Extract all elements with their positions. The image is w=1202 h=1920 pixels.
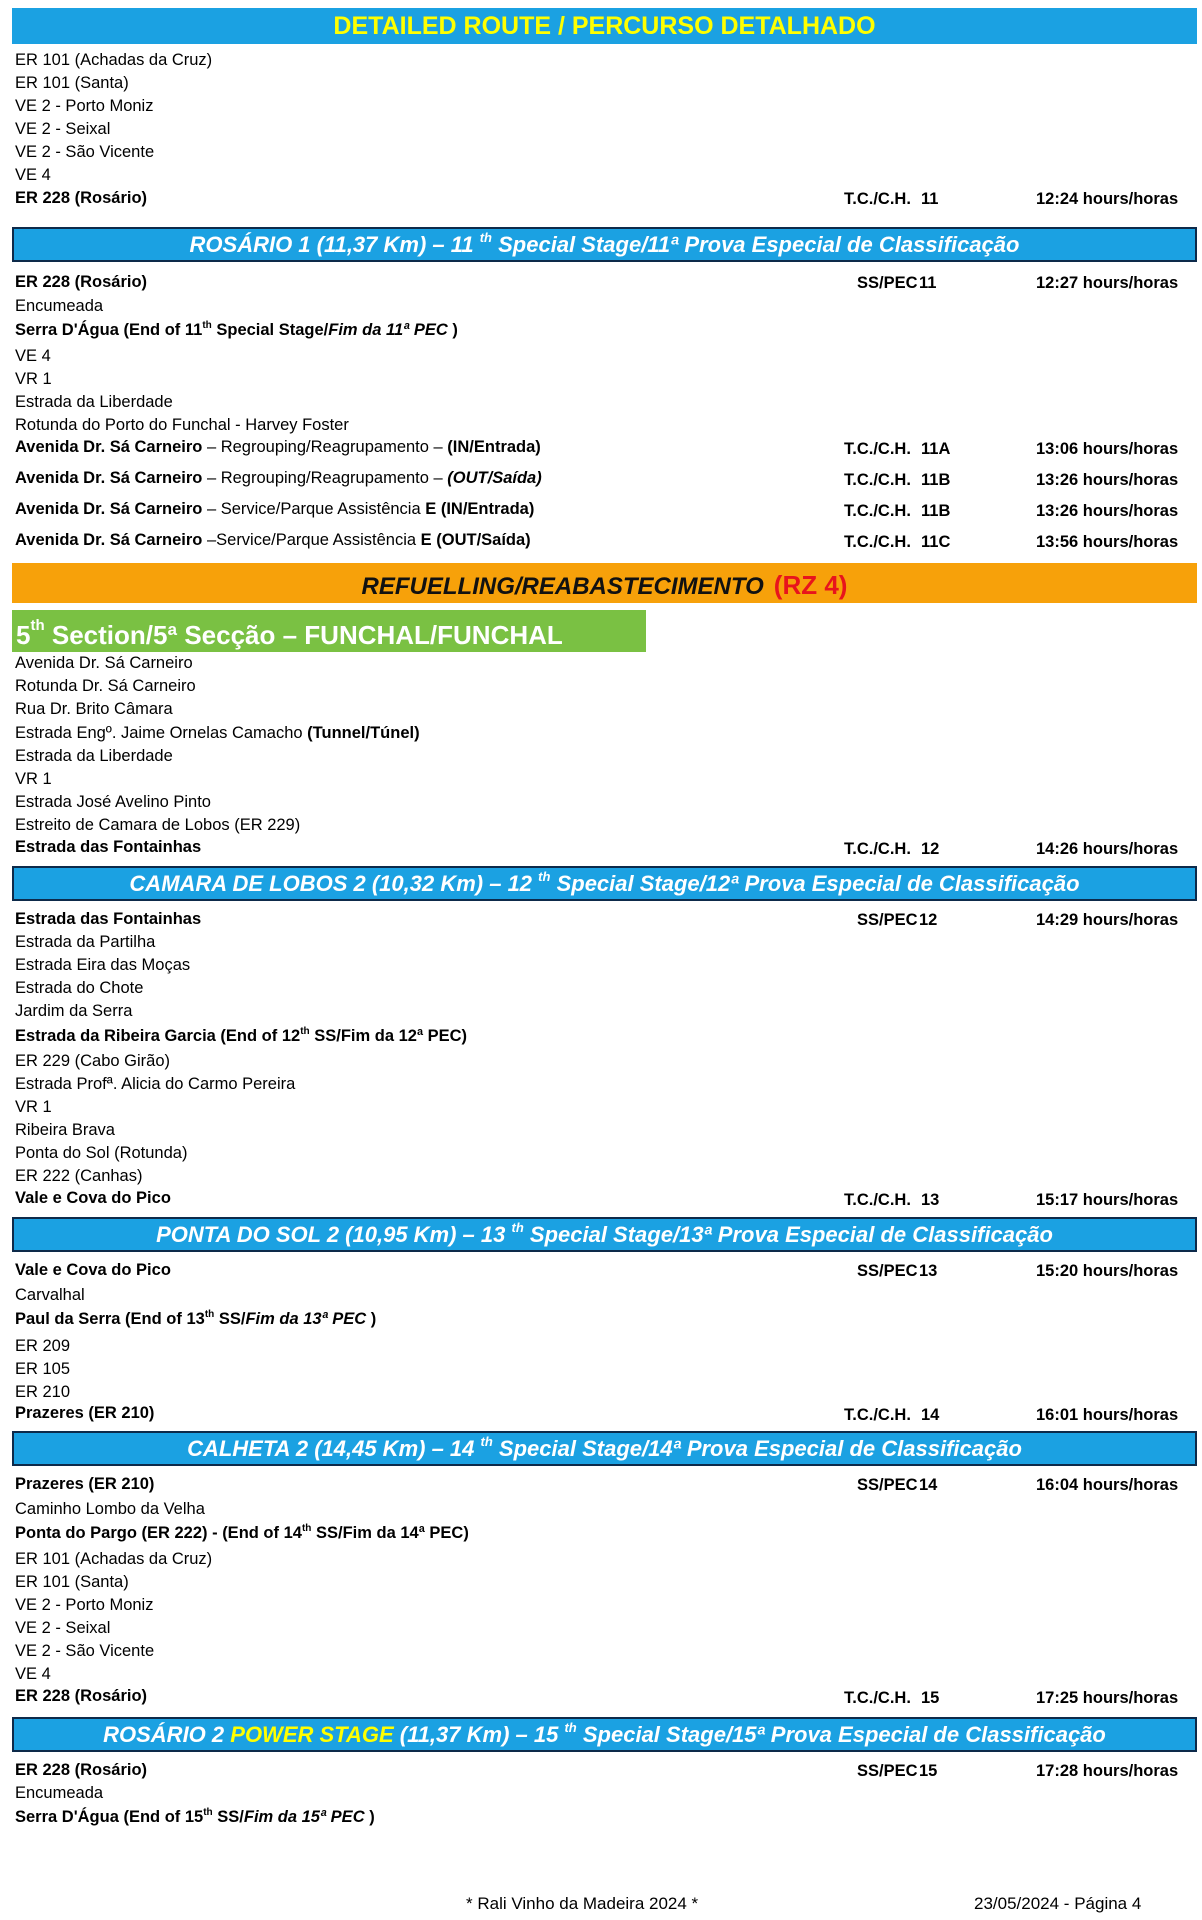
route-line: VE 2 - Seixal xyxy=(15,1619,111,1637)
route-line: Prazeres (ER 210) xyxy=(15,1475,155,1493)
stage-banner xyxy=(12,1431,1197,1466)
stage-end-ordinal: th xyxy=(300,1026,310,1037)
footer-page: 23/05/2024 - Página 4 xyxy=(974,1894,1142,1913)
stage-title: CAMARA DE LOBOS 2 (10,32 Km) – 12 xyxy=(129,871,533,896)
control-code: 14 xyxy=(919,1476,938,1494)
regroup-desc: – Regrouping/Reagrupamento – xyxy=(202,469,448,487)
section-title: Section/5ª Secção – FUNCHAL/FUNCHAL xyxy=(51,620,563,650)
page-title: DETAILED ROUTE / PERCURSO DETALHADO xyxy=(12,8,1197,44)
route-line: Rotunda Dr. Sá Carneiro xyxy=(15,677,196,695)
route-line: Encumeada xyxy=(15,297,104,315)
route-line: VR 1 xyxy=(15,770,52,788)
section-number: 5 xyxy=(16,620,31,650)
control-code: 12 xyxy=(921,840,940,858)
control-label: T.C./C.H. xyxy=(844,1689,911,1707)
route-line: Estrada da Partilha xyxy=(15,933,156,951)
route-line: Vale e Cova do Pico xyxy=(15,1261,171,1279)
stage-title: ROSÁRIO 1 (11,37 Km) – 11 xyxy=(189,232,474,257)
route-line: Estreito de Camara de Lobos (ER 229) xyxy=(15,816,301,834)
regroup-direction: (IN/Entrada) xyxy=(447,438,541,456)
route-line: ER 101 (Achadas da Cruz) xyxy=(15,51,213,69)
route-line: ER 101 (Santa) xyxy=(15,74,129,92)
power-stage-label: POWER STAGE xyxy=(230,1722,394,1747)
stage-end-text: Fim da 15ª PEC xyxy=(243,1808,365,1826)
stage-title: PONTA DO SOL 2 (10,95 Km) – 13 xyxy=(156,1222,506,1247)
control-label: T.C./C.H. xyxy=(844,1191,911,1209)
regroup-direction: (OUT/Saída) xyxy=(447,469,542,487)
route-line: VE 2 - Porto Moniz xyxy=(15,97,154,115)
stage-subtitle: Special Stage/13ª Prova Especial de Classificação xyxy=(529,1222,1053,1247)
route-line: VR 1 xyxy=(15,370,52,388)
stage-subtitle: Special Stage/15ª Prova Especial de Classificação xyxy=(582,1722,1106,1747)
stage-banner xyxy=(12,1217,1197,1252)
route-line: Estrada José Avelino Pinto xyxy=(15,793,211,811)
stage-end-text: ) xyxy=(452,321,458,339)
control-label: T.C./C.H. xyxy=(844,502,911,520)
control-time: 12:27 hours/horas xyxy=(1036,274,1179,292)
control-time: 17:28 hours/horas xyxy=(1036,1762,1179,1780)
control-time: 13:26 hours/horas xyxy=(1036,502,1179,520)
control-time: 15:20 hours/horas xyxy=(1036,1262,1179,1280)
stage-end-text: Special Stage/ xyxy=(216,321,329,339)
control-time: 17:25 hours/horas xyxy=(1036,1689,1179,1707)
route-line: Estrada do Chote xyxy=(15,979,144,997)
route-line: Estrada das Fontainhas xyxy=(15,910,202,928)
regroup-line xyxy=(15,469,542,488)
stage-end-text: Estrada da Ribeira Garcia (End of 12 xyxy=(15,1027,301,1045)
route-line: Rua Dr. Brito Câmara xyxy=(15,700,173,718)
control-code: 11 xyxy=(921,190,939,208)
route-line: VE 2 - São Vicente xyxy=(15,143,155,161)
control-time: 13:26 hours/horas xyxy=(1036,471,1179,489)
route-line: Avenida Dr. Sá Carneiro xyxy=(15,654,193,672)
service-place: Avenida Dr. Sá Carneiro xyxy=(15,531,203,549)
stage-end-line xyxy=(15,1310,376,1329)
route-line: ER 101 (Santa) xyxy=(15,1573,129,1591)
control-label: SS/PEC xyxy=(857,274,918,292)
route-line: Ribeira Brava xyxy=(15,1121,115,1139)
stage-banner xyxy=(12,227,1197,262)
route-line: ER 209 xyxy=(15,1337,71,1355)
regroup-place: Avenida Dr. Sá Carneiro xyxy=(15,469,203,487)
service-desc: –Service/Parque Assistência xyxy=(202,531,421,549)
route-line: ER 228 (Rosário) xyxy=(15,273,148,291)
regroup-desc: – Regrouping/Reagrupamento – xyxy=(202,438,448,456)
refuel-zone: (RZ 4) xyxy=(773,570,848,600)
control-label: SS/PEC xyxy=(857,911,918,929)
route-line: Carvalhal xyxy=(15,1286,85,1304)
control-label: SS/PEC xyxy=(857,1762,918,1780)
control-time: 13:06 hours/horas xyxy=(1036,440,1179,458)
refuel-label: REFUELLING/REABASTECIMENTO xyxy=(361,573,764,600)
route-line: Estrada da Liberdade xyxy=(15,393,173,411)
stage-end-line xyxy=(15,1808,375,1827)
control-code: 11B xyxy=(921,502,951,520)
control-time: 13:56 hours/horas xyxy=(1036,533,1179,551)
regroup-place: Avenida Dr. Sá Carneiro xyxy=(15,438,203,456)
control-label: T.C./C.H. xyxy=(844,471,911,489)
section-banner xyxy=(12,610,646,652)
stage-title: ROSÁRIO 2 xyxy=(103,1722,231,1747)
route-line: VE 4 xyxy=(15,166,51,184)
route-line: ER 228 (Rosário) xyxy=(15,1687,148,1705)
route-line: Estrada das Fontainhas xyxy=(15,838,202,856)
control-code: 11C xyxy=(921,533,951,551)
control-label: T.C./C.H. xyxy=(844,190,911,208)
stage-ordinal: th xyxy=(479,230,492,245)
control-label: T.C./C.H. xyxy=(844,440,911,458)
route-line: Prazeres (ER 210) xyxy=(15,1404,155,1422)
control-code: 15 xyxy=(919,1762,938,1780)
route-line: VE 4 xyxy=(15,347,51,365)
stage-subtitle: Special Stage/14ª Prova Especial de Classificação xyxy=(498,1436,1022,1461)
route-line: VR 1 xyxy=(15,1098,52,1116)
control-time: 15:17 hours/horas xyxy=(1036,1191,1179,1209)
stage-end-ordinal: th xyxy=(202,320,212,331)
control-code: 11 xyxy=(919,274,937,292)
route-line: Encumeada xyxy=(15,1784,104,1802)
control-time: 16:01 hours/horas xyxy=(1036,1406,1179,1424)
route-line: Ponta do Sol (Rotunda) xyxy=(15,1144,188,1162)
stage-end-ordinal: th xyxy=(301,1523,312,1534)
stage-ordinal: th xyxy=(538,869,551,884)
stage-ordinal: th xyxy=(480,1434,493,1449)
control-label: T.C./C.H. xyxy=(844,533,911,551)
control-code: 12 xyxy=(919,911,938,929)
route-line: ER 101 (Achadas da Cruz) xyxy=(15,1550,213,1568)
tunnel-line xyxy=(15,724,420,743)
service-direction: E (OUT/Saída) xyxy=(420,531,531,549)
stage-banner xyxy=(12,1717,1197,1752)
stage-end-line xyxy=(15,1027,467,1046)
control-code: 13 xyxy=(919,1262,938,1280)
stage-end-line xyxy=(15,1524,469,1543)
stage-end-ordinal: th xyxy=(203,1807,213,1818)
stage-title: (11,37 Km) – 15 xyxy=(393,1722,559,1747)
route-line: Vale e Cova do Pico xyxy=(15,1189,171,1207)
service-direction: E (IN/Entrada) xyxy=(425,500,535,518)
stage-end-text: Serra D'Água (End of 11 xyxy=(15,321,203,339)
stage-end-ordinal: th xyxy=(204,1309,215,1320)
stage-ordinal: th xyxy=(564,1720,577,1735)
route-line: Estrada da Liberdade xyxy=(15,747,173,765)
route-line: ER 228 (Rosário) xyxy=(15,1761,148,1779)
route-line: ER 105 xyxy=(15,1360,71,1378)
control-time: 14:29 hours/horas xyxy=(1036,911,1179,929)
service-line xyxy=(15,500,534,519)
route-line: Rotunda do Porto do Funchal - Harvey Foster xyxy=(15,416,349,434)
control-label: SS/PEC xyxy=(857,1476,918,1494)
service-desc: – Service/Parque Assistência xyxy=(202,500,426,518)
control-time: 14:26 hours/horas xyxy=(1036,840,1179,858)
route-line: VE 2 - São Vicente xyxy=(15,1642,155,1660)
route-line: ER 229 (Cabo Girão) xyxy=(15,1052,170,1070)
stage-title: CALHETA 2 (14,45 Km) – 14 xyxy=(187,1436,475,1461)
stage-end-text: SS/Fim da 14ª PEC) xyxy=(316,1524,469,1542)
section-ordinal: th xyxy=(30,617,45,634)
stage-end-line xyxy=(15,321,458,340)
stage-end-text: Ponta do Pargo (ER 222) - (End of 14 xyxy=(15,1524,302,1542)
route-line: ER 222 (Canhas) xyxy=(15,1167,143,1185)
control-time: 16:04 hours/horas xyxy=(1036,1476,1179,1494)
control-code: 15 xyxy=(921,1689,940,1707)
route-line: ER 210 xyxy=(15,1383,71,1401)
control-code: 11A xyxy=(921,440,951,458)
stage-subtitle: Special Stage/12ª Prova Especial de Classificação xyxy=(556,871,1080,896)
route-line: Jardim da Serra xyxy=(15,1002,133,1020)
tunnel-road: Estrada Engº. Jaime Ornelas Camacho xyxy=(15,724,308,742)
stage-end-text: ) xyxy=(369,1808,375,1826)
route-line: Estrada Profª. Alicia do Carmo Pereira xyxy=(15,1075,296,1093)
control-label: T.C./C.H. xyxy=(844,1406,911,1424)
stage-end-text: SS/ xyxy=(217,1808,244,1826)
stage-end-text: Fim da 11ª PEC xyxy=(328,321,448,339)
tunnel-note: (Tunnel/Túnel) xyxy=(307,724,420,742)
stage-ordinal: th xyxy=(511,1220,524,1235)
route-line: Estrada Eira das Moças xyxy=(15,956,191,974)
control-code: 14 xyxy=(921,1406,940,1424)
stage-subtitle: Special Stage/11ª Prova Especial de Classificação xyxy=(498,232,1020,257)
stage-end-text: SS/Fim da 12ª PEC) xyxy=(314,1027,468,1045)
stage-end-text: ) xyxy=(370,1310,377,1328)
control-label: T.C./C.H. xyxy=(844,840,911,858)
route-line: VE 4 xyxy=(15,1665,51,1683)
refuel-banner xyxy=(12,563,1197,603)
stage-end-text: Paul da Serra (End of 13 xyxy=(15,1310,205,1328)
service-line xyxy=(15,531,531,550)
control-code: 13 xyxy=(921,1191,940,1209)
control-label: SS/PEC xyxy=(857,1262,918,1280)
service-place: Avenida Dr. Sá Carneiro xyxy=(15,500,203,518)
route-line: VE 2 - Seixal xyxy=(15,120,111,138)
route-line: Caminho Lombo da Velha xyxy=(15,1500,205,1518)
regroup-line xyxy=(15,438,541,457)
control-time: 12:24 hours/horas xyxy=(1036,190,1179,208)
stage-banner xyxy=(12,866,1197,901)
stage-end-text: Fim da 13ª PEC xyxy=(245,1310,367,1328)
footer-event: * Rali Vinho da Madeira 2024 * xyxy=(466,1894,699,1913)
route-line: VE 2 - Porto Moniz xyxy=(15,1596,154,1614)
stage-end-text: Serra D'Água (End of 15 xyxy=(15,1808,204,1826)
route-line: ER 228 (Rosário) xyxy=(15,189,148,207)
stage-end-text: SS/ xyxy=(218,1310,246,1328)
control-code: 11B xyxy=(921,471,951,489)
